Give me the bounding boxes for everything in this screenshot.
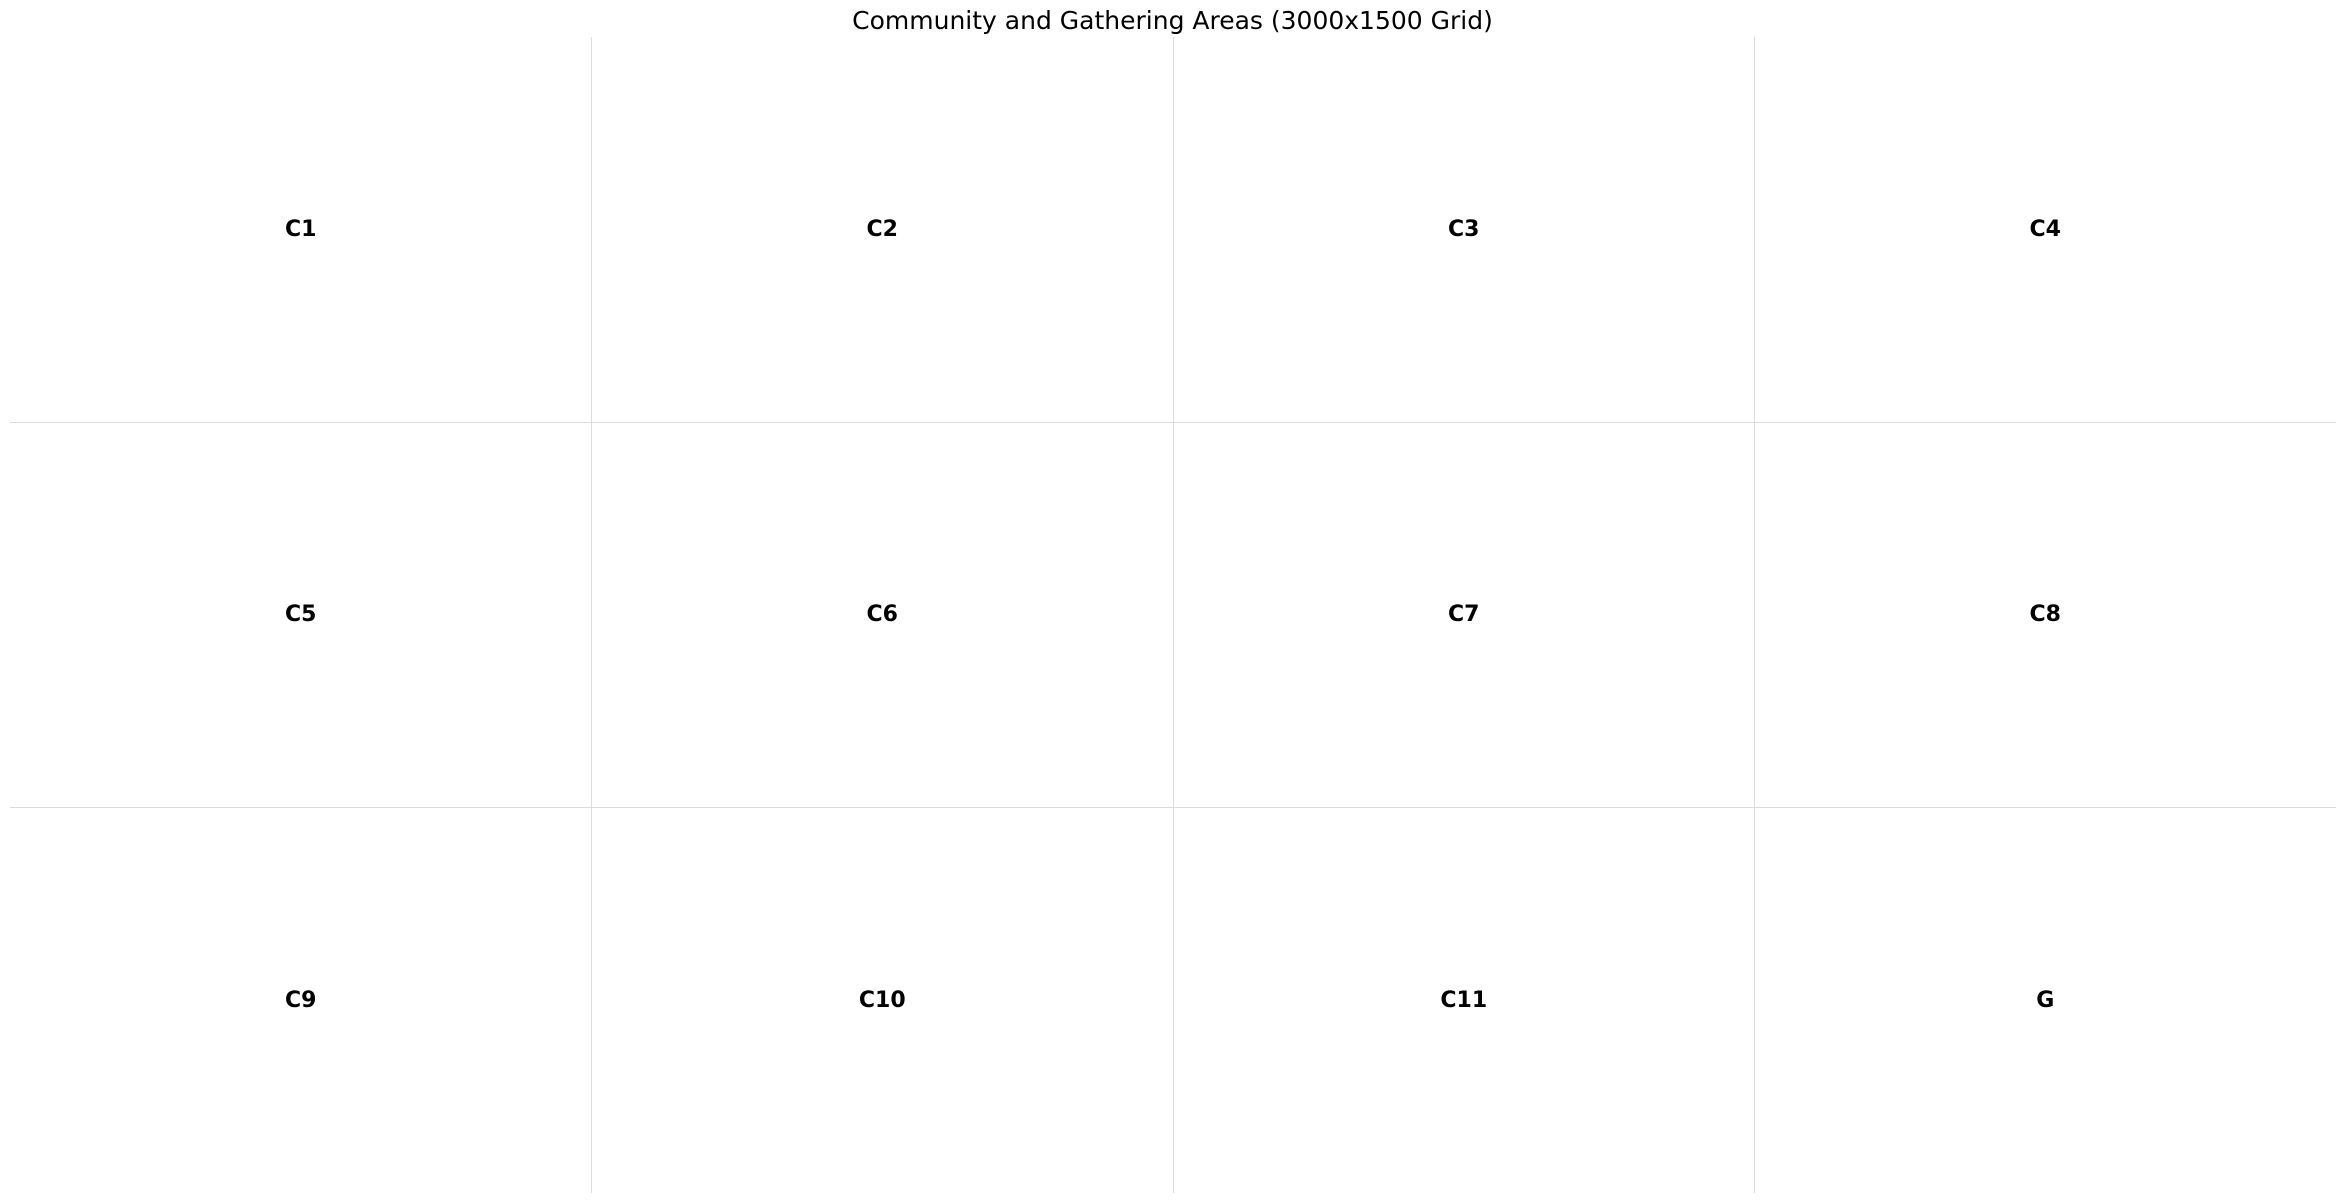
cell-label: C6 (866, 602, 898, 628)
area-grid (10, 37, 2336, 1193)
grid-cell-g (1755, 808, 2337, 1193)
grid-cell-c7 (1173, 422, 1755, 807)
cell-label: C4 (2029, 217, 2061, 243)
cell-label: C2 (866, 217, 898, 243)
cell-label: C3 (1448, 217, 1480, 243)
grid-cell-c5 (10, 422, 592, 807)
cell-label: C7 (1448, 602, 1480, 628)
grid-cell-c1 (10, 37, 592, 422)
grid-cell-c2 (592, 37, 1174, 422)
cell-label: C5 (285, 602, 317, 628)
cell-label: G (2036, 987, 2055, 1013)
cell-label: C10 (858, 987, 906, 1013)
grid-cell-c3 (1173, 37, 1755, 422)
grid-cell-c4 (1755, 37, 2337, 422)
grid-cell-c11 (1173, 808, 1755, 1193)
grid-cell-c8 (1755, 422, 2337, 807)
grid-cell-c9 (10, 808, 592, 1193)
cell-label: C1 (285, 217, 317, 243)
cell-label: C8 (2029, 602, 2061, 628)
grid-cell-c10 (592, 808, 1174, 1193)
cell-label: C9 (285, 987, 317, 1013)
cell-label: C11 (1440, 987, 1488, 1013)
diagram-title: Community and Gathering Areas (3000x1500 Grid) (852, 6, 1493, 35)
grid-cell-c6 (592, 422, 1174, 807)
